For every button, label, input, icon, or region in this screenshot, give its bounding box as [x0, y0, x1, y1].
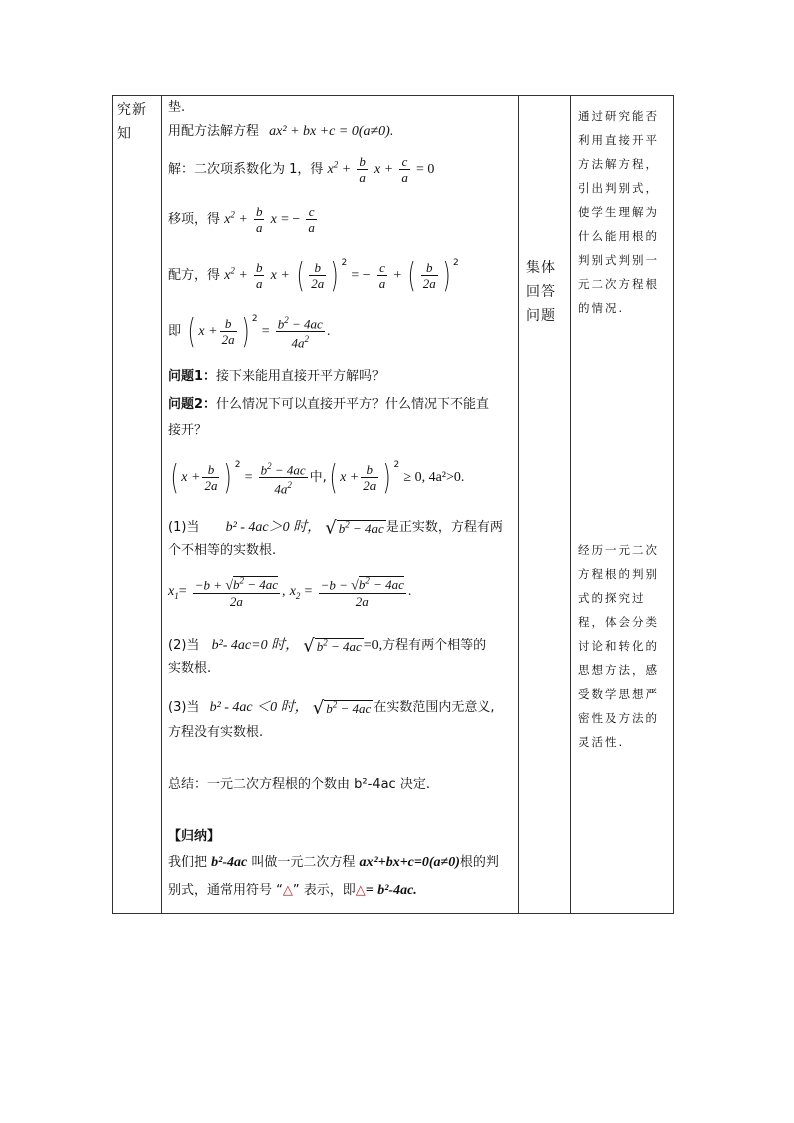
conclusion-discriminant: b²-4ac: [211, 855, 248, 870]
content-cell: [162, 96, 519, 914]
case1-prefix: (1)当: [168, 520, 200, 536]
step2-line: 移项，得 $x^2$ + $\frac{b}{a}$ x = − $\frac{c}{a}$: [168, 204, 315, 235]
conclusion-text-2b: ” 表示，即: [292, 883, 356, 898]
roots-formula: $x_1=$ $\frac{-b + √b^2 - 4ac}{2a}$ , $x_2$ = $\frac{-b - √b^2 - 4ac}{2a}$ .: [168, 576, 412, 610]
q2-text-line1: 什么情况下可以直接开平方？什么情况下不能直: [216, 397, 490, 412]
summary-line: [168, 776, 430, 794]
design-intent-2: 经历一元二次方程根的判别式的探究过程，体会分类讨论和转化的思想方法，感受数学思想严密性及方法的灵活性.: [578, 543, 659, 749]
delta-symbol-2: △: [355, 883, 366, 898]
conclusion-text-c: 叫做一元二次方程: [251, 855, 356, 870]
summary-text: 一元二次方程根的个数由 b²-4ac 决定.: [207, 777, 430, 792]
case2-text-b: 实数根.: [168, 661, 212, 676]
conclusion-line-1: [168, 854, 499, 872]
inequality-tail: ≥ 0, 4a²>0.: [403, 470, 465, 485]
section-label: 究新知: [117, 102, 147, 142]
task-line: [168, 123, 393, 141]
step3-line: 配方，得 $x^2$ + $\frac{b}{a}$ x + ( $\frac{b}{2a}$ ) $^2$ = − $\frac{c}{a}$ + ( $\frac{b}{2a}$ ) $^2$: [168, 255, 459, 296]
step4-text: 即: [168, 324, 182, 339]
case-3-line-a: (3)当 b² - 4ac ＜0 时， √ $b^2 - 4ac$ 在实数范围内无意义,: [168, 697, 495, 719]
case-1-line-a: (1)当 b² - 4ac＞0 时， √ $b^2 - 4ac$ 是正实数，方程有两: [168, 517, 503, 539]
summary-label: 总结：: [168, 777, 208, 792]
activity-cell: [519, 96, 571, 914]
case2-cond: b²- 4ac=0 时，: [211, 638, 300, 654]
step1-text: 解：二次项系数化为 1，得: [168, 162, 324, 177]
case3-prefix: (3)当: [168, 700, 200, 716]
intro-tail: 垫.: [168, 100, 186, 115]
conclusion-line-2: [168, 882, 417, 900]
delta-symbol: △: [282, 883, 293, 898]
question-1: [168, 368, 385, 386]
case3-cond: b² - 4ac ＜0 时，: [209, 700, 309, 716]
case-2-line-a: (2)当 b²- 4ac=0 时， √ $b^2 - 4ac =0$,方程有两个相等的: [168, 635, 487, 657]
conclusion-text-2a: 别式，通常用符号 “: [168, 883, 283, 898]
case1-text-a: 是正实数，方程有两: [385, 520, 503, 536]
q1-text: 接下来能用直接开平方解吗？: [216, 369, 386, 384]
step4-line: 即 ( x + $\frac{b}{2a}$ ) $^2$ = $\frac{b^2 - 4ac}{4a^2}$ .: [168, 311, 331, 352]
case3-text-a: 在实数范围内无意义,: [373, 700, 495, 716]
section-cell: [113, 96, 162, 914]
conclusion-text-a: 我们把: [168, 855, 208, 870]
case2-text-a: 方程有两个相等的: [382, 638, 487, 654]
task-prefix: 用配方法解方程: [168, 124, 260, 139]
step2-text: 移项，得: [168, 212, 221, 227]
conclusion-equation: ax²+bx+c=0(a≠0): [359, 855, 460, 870]
design-intent-1: 通过研究能否利用直接开平方法解方程，引出判别式，使学生理解为什么能用根的判别式判别一元二次方程根的情况.: [578, 109, 659, 315]
lesson-table: [112, 95, 674, 914]
q1-label: 问题1：: [168, 369, 217, 384]
task-equation: ax² + bx +c = 0(a≠0).: [269, 124, 394, 139]
conclusion-formula: = b²-4ac.: [365, 883, 417, 898]
intent-cell: [571, 96, 674, 914]
inequality-line: ( x + $\frac{b}{2a}$ ) $^2$ = $\frac{b^2 - 4ac}{4a^2}$ 中,( x + $\frac{b}{2a}$ ) $^2$ ≥ 0, 4a²>0.: [170, 457, 465, 498]
q2-label: 问题2：: [168, 397, 217, 412]
step1-line: 解：二次项系数化为 1，得 $x^2$ + $\frac{b}{a}$ x + $\frac{c}{a}$ = 0: [168, 154, 435, 185]
case1-text-b: 个不相等的实数根.: [168, 543, 277, 558]
question-2: [168, 396, 489, 414]
q2-text-line2: 接开？: [168, 423, 208, 438]
middle-word: 中,: [309, 470, 327, 485]
conclusion-text-e: 根的判: [459, 855, 499, 870]
conclusion-title: 【归纳】: [168, 829, 221, 844]
case1-cond: b² - 4ac＞0 时，: [225, 520, 322, 536]
case2-eq: =0,: [363, 638, 383, 654]
step3-text: 配方，得: [168, 268, 221, 283]
student-activity: 集体回答问题: [526, 260, 556, 324]
case3-text-b: 方程没有实数根.: [168, 725, 264, 740]
case2-prefix: (2)当: [168, 638, 200, 654]
